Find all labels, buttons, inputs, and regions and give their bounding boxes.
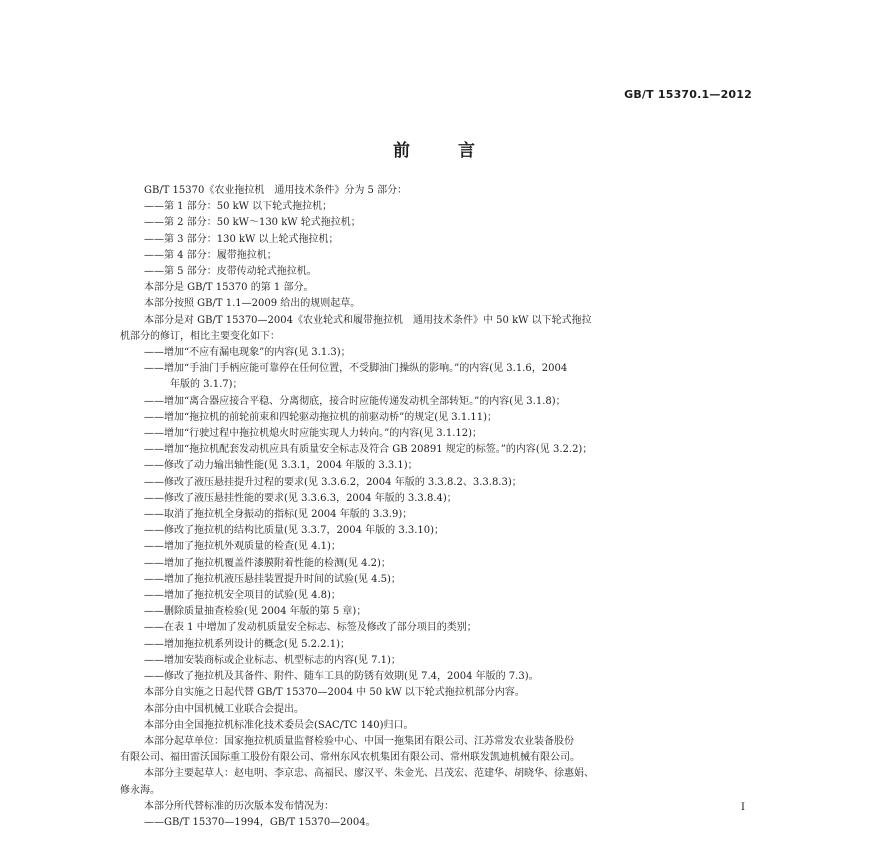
text-line: 本部分起草单位：国家拖拉机质量监督检验中心、中国一拖集团有限公司、江苏常发农业装备股份 (144, 735, 574, 747)
text-line: ——增加“手油门手柄应能可靠停在任何位置，不受脚油门操纵的影响。”的内容(见 3.1.6，2004 (144, 363, 568, 375)
text-line: 本部分由全国拖拉机标准化技术委员会(SAC/TC 140)归口。 (144, 719, 414, 731)
title-char-2: 言 (458, 141, 477, 161)
text-line: ——增加“行驶过程中拖拉机熄火时应能实现人力转向。”的内容(见 3.1.12)； (144, 428, 483, 440)
text-line: ——修改了拖拉机及其备件、附件、随车工具的防锈有效期(见 7.4，2004 年版的 7.3)。 (144, 671, 539, 683)
text-line: 本部分自实施之日起代替 GB/T 15370—2004 中 50 kW 以下轮式拖拉机部分内容。 (144, 687, 525, 699)
text-line: ——第 5 部分：皮带传动轮式拖拉机。 (144, 266, 317, 278)
text-line: ——增加“拖拉机配套发动机应具有质量安全标志及符合 GB 20891 规定的标签。”的内容(见 3.2.2)； (144, 444, 593, 456)
text-line: ——增加了拖拉机外观质量的检查(见 4.1)； (144, 541, 341, 553)
text-line: ——增加了拖拉机安全项目的试验(见 4.8)； (144, 590, 341, 602)
page-title (0, 136, 870, 161)
text-line: 本部分是 GB/T 15370 的第 1 部分。 (144, 282, 314, 294)
text-line: ——在表 1 中增加了发动机质量安全标志、标签及修改了部分项目的类别； (144, 622, 477, 634)
text-line: ——增加了拖拉机液压悬挂装置提升时间的试验(见 4.5)； (144, 573, 401, 585)
text-line: ——删除质量抽查检验(见 2004 年版的第 5 章)； (144, 606, 367, 618)
text-line: 本部分由中国机械工业联合会提出。 (144, 703, 304, 715)
text-line: 修永海。 (120, 784, 160, 796)
text-line: ——第 1 部分：50 kW 以下轮式拖拉机； (144, 201, 333, 213)
page-number: I (741, 802, 745, 813)
text-line: ——第 3 部分：130 kW 以上轮式拖拉机； (144, 233, 339, 245)
text-line: ——第 4 部分：履带拖拉机； (144, 249, 277, 261)
text-line: GB/T 15370《农业拖拉机 通用技术条件》分为 5 部分： (144, 185, 408, 196)
text-line: ——第 2 部分：50 kW～130 kW 轮式拖拉机； (144, 217, 361, 229)
text-line: ——增加了拖拉机覆盖件漆膜附着性能的检测(见 4.2)； (144, 557, 391, 569)
text-line: ——修改了拖拉机的结构比质量(见 3.3.7，2004 年版的 3.3.10)； (144, 525, 445, 537)
foreword-body (120, 183, 760, 831)
text-line: 有限公司、福田雷沃国际重工股份有限公司、常州东风农机集团有限公司、常州联发凯迪机械有限公司。 (120, 752, 580, 764)
text-line: ——修改了动力输出轴性能(见 3.3.1，2004 年版的 3.3.1)； (144, 460, 418, 472)
text-line: 年版的 3.1.7)； (170, 379, 243, 391)
text-line: ——增加安装商标或企业标志、机型标志的内容(见 7.1)； (144, 654, 401, 666)
text-line: ——取消了拖拉机全身振动的指标(见 2004 年版的 3.3.9)； (144, 509, 413, 521)
text-line: ——增加“离合器应接合平稳、分离彻底，接合时应能传递发动机全部转矩。”的内容(见 3.1.8)； (144, 395, 566, 407)
text-line: ——修改了液压悬挂提升过程的要求(见 3.3.6.2，2004 年版的 3.3.8.2、3.3.8.3)； (144, 476, 522, 488)
text-line: ——增加“不应有漏电现象”的内容(见 3.1.3)； (144, 347, 351, 359)
text-line: 本部分按照 GB/T 1.1—2009 给出的规则起草。 (144, 298, 361, 310)
text-line: 机部分的修订，相比主要变化如下： (120, 330, 280, 342)
text-line: 本部分所代替标准的历次版本发布情况为： (144, 800, 334, 812)
title-char-1: 前 (393, 141, 412, 161)
text-line: ——GB/T 15370—1994，GB/T 15370—2004。 (144, 816, 376, 828)
text-line: 本部分是对 GB/T 15370—2004《农业轮式和履带拖拉机 通用技术条件》中 50 kW 以下轮式拖拉 (144, 314, 592, 326)
text-line: ——修改了液压悬挂性能的要求(见 3.3.6.3，2004 年版的 3.3.8.4)； (144, 492, 457, 504)
text-line: ——增加“拖拉机的前轮前束和四轮驱动拖拉机的前驱动桥”的规定(见 3.1.11)； (144, 411, 498, 423)
text-line: 本部分主要起草人：赵电明、李京忠、高福民、廖汉平、朱金光、吕茂宏、范建华、胡晓华、徐惠娟、 (144, 768, 594, 780)
standard-number: GB/T 15370.1—2012 (624, 88, 752, 101)
text-line: ——增加拖拉机系列设计的概念(见 5.2.2.1)； (144, 638, 350, 650)
